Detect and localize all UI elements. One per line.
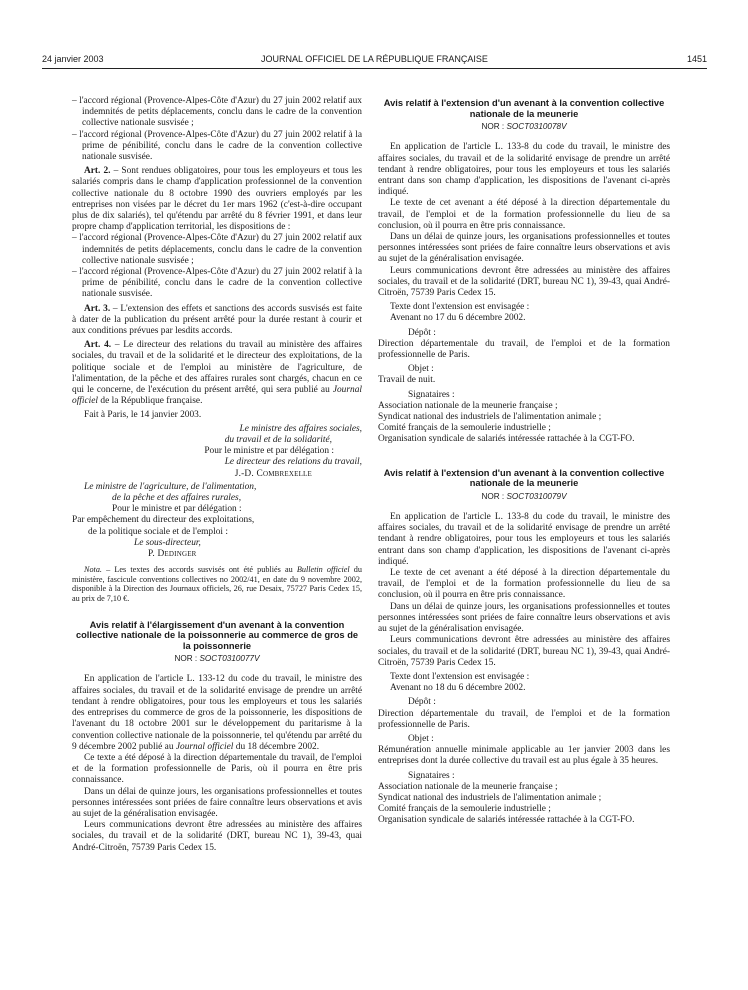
objet-text: Rémunération annuelle minimale applicable au 1er janvier 2003 dans les entreprises dont la durée collective du travail est au plus égale à 35 heures. xyxy=(378,745,670,767)
nor-label: NOR : xyxy=(481,122,507,132)
journal-officiel-ref: Journal officiel xyxy=(72,385,362,407)
nota-label: Nota. xyxy=(84,565,102,575)
avis-title: Avis relatif à l'extension d'un avenant à la convention collective nationale de la meunerie xyxy=(383,98,665,119)
signataire-item: Comité français de la semoulerie industrielle ; xyxy=(378,423,551,434)
signatory-name: J.-D. Combrexelle xyxy=(234,468,312,479)
avis-meunerie-1 xyxy=(378,98,670,446)
nota-text: du ministère, fascicule conventions collectives no 2002/41, en date du 9 novembre 2002, disponible à la Direction des Journaux officiels, 26, rue Desaix, 75727 Paris Cedex 15, au prix de 7,10 €. xyxy=(72,565,362,603)
nor-code: SOCT0310077V xyxy=(199,654,260,664)
nor-code: SOCT0310078V xyxy=(506,122,567,132)
depot-text: Direction départementale du travail, de l'emploi et de la formation professionnelle de Paris. xyxy=(378,338,670,361)
avis-meunerie-2 xyxy=(378,468,670,827)
signature-line: Le directeur des relations du travail, xyxy=(224,457,362,468)
signature-block-1 xyxy=(72,424,362,480)
signataire-item: Organisation syndicale de salariés intéressée rattachée à la CGT-FO. xyxy=(378,434,635,445)
signature-block-2 xyxy=(72,482,362,560)
fait-a-paris: Fait à Paris, le 14 janvier 2003. xyxy=(84,410,202,421)
signature-line: Le ministre des affaires sociales, xyxy=(239,423,362,434)
signature-line: Le sous-directeur, xyxy=(134,537,201,548)
header-page-number: 1451 xyxy=(686,54,707,64)
header-journal-title: JOURNAL OFFICIEL DE LA RÉPUBLIQUE FRANÇAISE xyxy=(261,54,488,64)
avis-text: En application de l'article L. 133-12 du code du travail, le ministre des affaires sociales, du travail et de la solidarité envisage de prendre un arrêté tendant à rendre obligatoires, pour tous les employeurs et tous les salariés des entreprises du commerce de gros de la poissonnerie, les dispositions de l'avenant du 18 octobre 2001 sur le développement du paritarisme à la convention collective nationale de la poissonnerie, tel qu'étendu par arrêté du 9 décembre 2002 publié au xyxy=(72,674,362,752)
signataire-item: Comité français de la semoulerie industrielle ; xyxy=(378,804,551,815)
avis-paragraph: Leurs communications devront être adressées au ministère des affaires sociales, du travail et de la solidarité (DRT, bureau NC 1), 39-43, quai André-Citroën, 75739 Paris Cedex 15. xyxy=(378,265,670,299)
texte-label: Texte dont l'extension est envisagée : xyxy=(390,671,530,682)
objet-text: Travail de nuit. xyxy=(378,375,436,386)
article-label: Art. 2. xyxy=(84,166,111,177)
nor-reference xyxy=(378,491,670,502)
avis-title: Avis relatif à l'élargissement d'un avenant à la convention collective nationale de la poissonnerie au commerce de gros de la poissonnerie xyxy=(75,619,359,651)
article-text: – Sont rendues obligatoires, pour tous les employeurs et tous les salariés compris dans le champ d'application professionnel de la convention collective nationale du 8 octobre 1990 des ouvriers employés par les entreprises non visées par le décret du 1er mars 1962 (c'est-à-dire occupant plus de dix salariés), tel qu'étendu par arrêté du 8 février 1991, et dans leur propre champ d'application territorial, les dispositions de : xyxy=(72,166,362,233)
dash-item: – l'accord régional (Provence-Alpes-Côte d'Azur) du 27 juin 2002 relatif aux indemnités de petits déplacements, conclu dans le cadre de la convention collective nationale susvisée ; xyxy=(72,96,362,130)
signature-line: Le ministre de l'agriculture, de l'alimentation, xyxy=(84,481,257,492)
avis-paragraph: Dans un délai de quinze jours, les organisations professionnelles et toutes personnes intéressées sont priées de faire connaître leurs observations et avis au sujet de la généralisation envisagée. xyxy=(378,601,670,635)
article-text: – Le directeur des relations du travail au ministère des affaires sociales, du travail et de la solidarité et le directeur des exploitations, de la politique sociale et de l'emploi au ministère de l'agriculture, de l'alimentation, de la pêche et des affaires rurales sont chargés, chacun en ce qui le concerne, de l'exécution du présent arrêté, qui sera publié au xyxy=(72,340,362,396)
article-label: Art. 4. xyxy=(84,340,112,351)
right-column xyxy=(378,98,670,827)
avenant-reference: Avenant no 18 du 6 décembre 2002. xyxy=(390,683,526,694)
signature-line: Pour le ministre et par délégation : xyxy=(204,446,334,457)
avis-paragraph: Dans un délai de quinze jours, les organisations professionnelles et toutes personnes intéressées sont priées de faire connaître leurs observations et avis au sujet de la généralisation envisagée. xyxy=(378,232,670,265)
signataires-label: Signataires : xyxy=(408,389,455,400)
signature-line: Pour le ministre et par délégation : xyxy=(112,504,242,515)
depot-label: Dépôt : xyxy=(408,327,436,338)
nor-code: SOCT0310079V xyxy=(506,491,567,501)
nor-reference xyxy=(378,121,670,132)
avenant-reference: Avenant no 17 du 6 décembre 2002. xyxy=(390,313,526,324)
signature-line: de la pêche et des affaires rurales, xyxy=(112,492,242,503)
avis-paragraph: Leurs communications devront être adressées au ministère des affaires sociales, du travail et de la solidarité (DRT, bureau NC 1), 39-43, quai André-Citroën, 75739 Paris Cedex 15. xyxy=(378,635,670,668)
nor-label: NOR : xyxy=(174,654,200,664)
article-label: Art. 3. xyxy=(84,303,111,314)
article-text: de la République française. xyxy=(98,396,203,407)
signataire-item: Syndicat national des industriels de l'alimentation animale ; xyxy=(378,792,602,803)
header-rule xyxy=(42,68,707,69)
journal-officiel-ref: Journal officiel xyxy=(175,741,234,752)
avis-paragraph: Ce texte a été déposé à la direction départementale du travail, de l'emploi et de la formation professionnelle de Paris, où il pourra en être pris connaissance. xyxy=(72,752,362,786)
article-3 xyxy=(72,304,362,338)
avis-paragraph: Le texte de cet avenant a été déposé à la direction départementale du travail, de l'emploi et de la formation professionnelle du lieu de sa conclusion, où il pourra en être pris connaissance. xyxy=(378,568,670,601)
article-text: – L'extension des effets et sanctions des accords susvisés est faite à dater de la publication du présent arrêté pour la durée restant à courir et aux conditions prévues par lesdits accords. xyxy=(72,303,362,337)
nota-text: – Les textes des accords susvisés ont été publiés au xyxy=(101,565,297,575)
signataire-item: Association nationale de la meunerie française ; xyxy=(378,781,558,792)
avis-poissonnerie xyxy=(72,620,362,854)
article-2 xyxy=(72,166,362,233)
avis-paragraph: Leurs communications devront être adressées au ministère des affaires sociales, du travail et de la solidarité (DRT, bureau NC 1), 39-43, quai André-Citroën, 75739 Paris Cedex 15. xyxy=(72,820,362,853)
bulletin-officiel-ref: Bulletin officiel xyxy=(296,565,350,575)
page-header xyxy=(42,54,707,68)
signataire-item: Syndicat national des industriels de l'alimentation animale ; xyxy=(378,412,602,423)
depot-text: Direction départementale du travail, de l'emploi et de la formation professionnelle de Paris. xyxy=(378,708,670,730)
header-date: 24 janvier 2003 xyxy=(42,54,104,64)
avis-paragraph: En application de l'article L. 133-8 du code du travail, le ministre des affaires sociales, du travail et de la solidarité envisage de prendre un arrêté tendant à rendre obligatoires, pour tous les employeurs et tous les salariés entrant dans son champ d'application, les dispositions de l'avenant ci-après indiqué. xyxy=(378,512,670,567)
left-column xyxy=(72,96,362,854)
avis-text: du 18 décembre 2002. xyxy=(233,741,320,752)
signataire-item: Association nationale de la meunerie française ; xyxy=(378,400,558,411)
objet-label: Objet : xyxy=(408,733,434,744)
avis-title: Avis relatif à l'extension d'un avenant à la convention collective nationale de la meunerie xyxy=(383,467,665,489)
signataire-item: Organisation syndicale de salariés intéressée rattachée à la CGT-FO. xyxy=(378,815,635,826)
texte-label: Texte dont l'extension est envisagée : xyxy=(390,302,530,313)
objet-label: Objet : xyxy=(408,364,434,375)
signatory-name: P. Dedinger xyxy=(148,548,197,559)
article-4 xyxy=(72,340,362,407)
signature-line: de la politique sociale et de l'emploi : xyxy=(88,526,228,537)
nor-reference xyxy=(72,653,362,664)
nota-note xyxy=(72,565,362,603)
avis-paragraph: Dans un délai de quinze jours, les organisations professionnelles et toutes personnes intéressées sont priées de faire connaître leurs observations et avis au sujet de la généralisation envisagée. xyxy=(72,786,362,819)
signataires-label: Signataires : xyxy=(408,770,455,781)
depot-label: Dépôt : xyxy=(408,697,436,708)
avis-paragraph: Le texte de cet avenant a été déposé à la direction départementale du travail, de l'emploi et de la formation professionnelle du lieu de sa conclusion, où il pourra en être pris connaissance. xyxy=(378,198,670,231)
dash-item: – l'accord régional (Provence-Alpes-Côte d'Azur) du 27 juin 2002 relatif aux indemnités de petits déplacements, conclu dans le cadre de la convention collective nationale susvisée ; xyxy=(72,233,362,267)
dash-item: – l'accord régional (Provence-Alpes-Côte d'Azur) du 27 juin 2002 relatif à la prime de pénibilité, conclu dans le cadre de la convention collective nationale susvisée. xyxy=(72,267,362,301)
avis-paragraph: En application de l'article L. 133-8 du code du travail, le ministre des affaires sociales, du travail et de la solidarité envisage de prendre un arrêté tendant à rendre obligatoires, pour tous les employeurs et tous les salariés entrant dans son champ d'application, les dispositions de l'avenant ci-après indiqué. xyxy=(378,142,670,198)
signature-line: du travail et de la solidarité, xyxy=(224,434,332,445)
signature-line: Par empêchement du directeur des exploitations, xyxy=(72,515,255,526)
dash-item: – l'accord régional (Provence-Alpes-Côte d'Azur) du 27 juin 2002 relatif à la prime de pénibilité, conclu dans le cadre de la convention collective nationale susvisée. xyxy=(72,130,362,164)
avis-paragraph xyxy=(72,674,362,752)
nor-label: NOR : xyxy=(481,491,507,501)
